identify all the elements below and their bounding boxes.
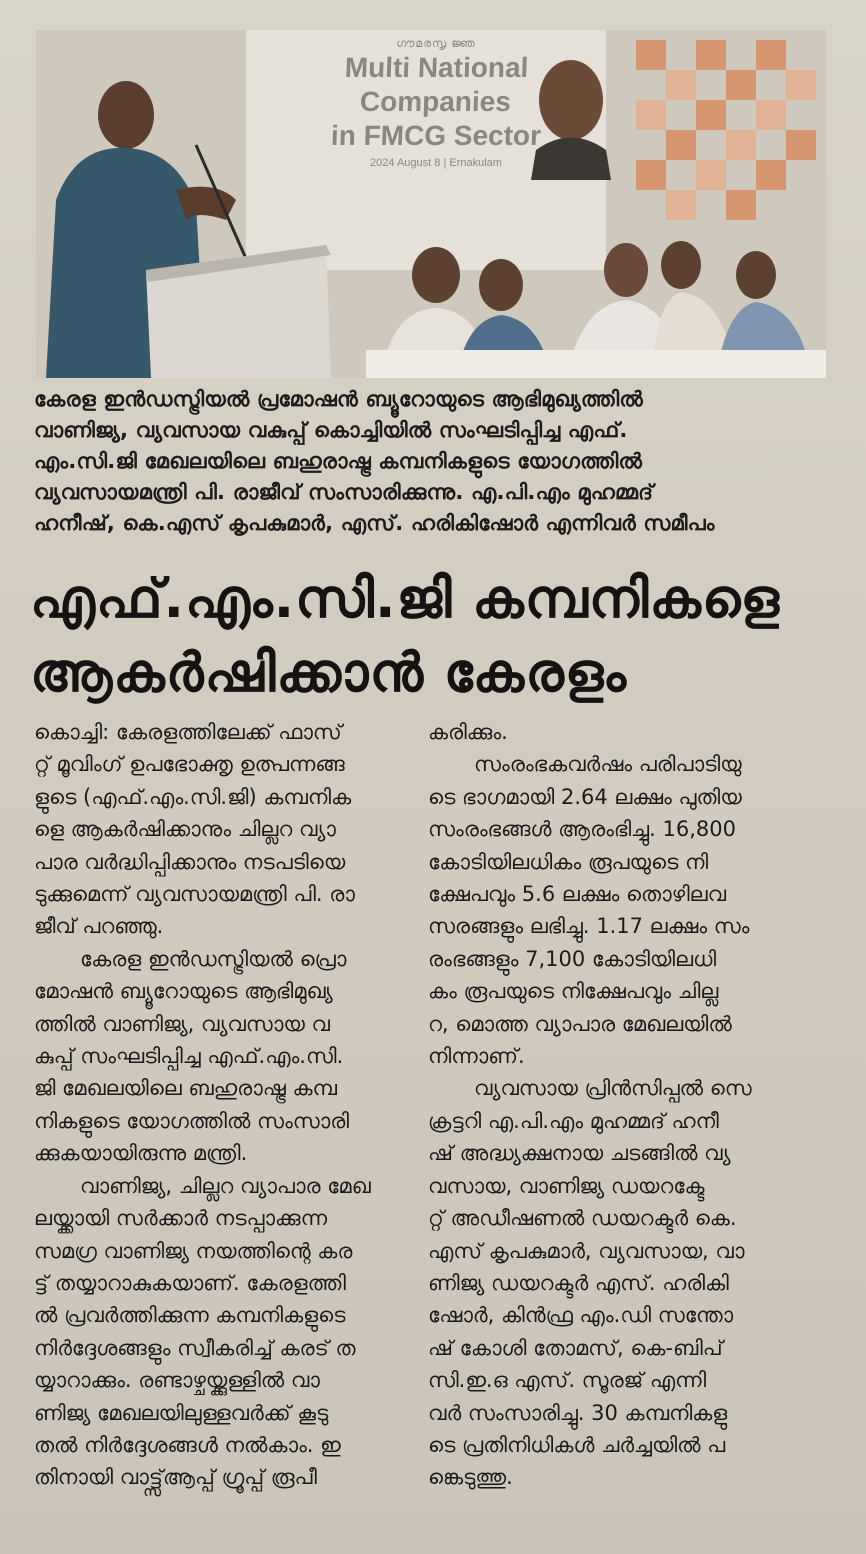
text-line: വാണിജ്യ, ചില്ലറ വ്യാപാര മേഖ: [80, 1173, 371, 1198]
text-line: വസായ, വാണിജ്യ ഡയറക്ടേ: [428, 1173, 705, 1198]
photo-caption: [34, 384, 834, 539]
text-line: സമഗ്ര വാണിജ്യ നയത്തിന്റെ കര: [34, 1238, 353, 1263]
text-line: സംരംഭകവർഷം പരിപാടിയു: [474, 752, 742, 777]
text-line: കരിക്കും.: [428, 720, 508, 744]
text-line: പാര വർദ്ധിപ്പിക്കാനും നടപടിയെ: [34, 849, 346, 874]
text-line: യ്യാറാക്കും. രണ്ടാഴ്ചയ്ക്കുള്ളിൽ വാ: [34, 1368, 320, 1393]
text-line: തൽ നിർദ്ദേശങ്ങൾ നൽകാം. ഇ: [34, 1432, 341, 1457]
caption-line: വാണിജ്യ, വ്യവസായ വകുപ്പ് കൊച്ചിയിൽ സംഘടിപ്പിച്ച എഫ്.: [34, 418, 628, 442]
paragraph: [428, 716, 828, 748]
paragraph: [34, 943, 410, 1170]
text-line: ളെ ആകർഷിക്കാനും ചില്ലറ വ്യാ: [34, 817, 336, 842]
news-photo: [36, 30, 826, 378]
headline-line2: ആകർഷിക്കാൻ കേരളം: [30, 641, 628, 704]
text-line: ഷ് കോശി തോമസ്, കെ-ബിപ്: [428, 1335, 723, 1360]
text-line: റ, മൊത്ത വ്യാപാര മേഖലയിൽ: [428, 1011, 732, 1036]
text-line: ളുടെ (എഫ്.എം.സി.ജി) കമ്പനിക: [34, 784, 352, 809]
text-line: ക്രട്ടറി എ.പി.എം മുഹമ്മദ് ഹനീ: [428, 1108, 719, 1133]
text-line: എസ് കൃപകുമാർ, വ്യവസായ, വാ: [428, 1238, 745, 1263]
event-banner: [286, 38, 586, 169]
banner-small-text: ഗൗമരസൃ ജ്ഞ: [396, 38, 476, 50]
text-line: ണിജ്യ മേഖലയിലുള്ളവർക്ക് കൂടു: [34, 1400, 329, 1425]
text-line: നിർദ്ദേശങ്ങളും സ്വീകരിച്ച് കരട് ത: [34, 1335, 356, 1360]
text-line: വർ സംസാരിച്ചു. 30 കമ്പനികളു: [428, 1400, 728, 1425]
text-line: ക്കുകയായിരുന്നു മന്ത്രി.: [34, 1141, 248, 1166]
text-line: ണിജ്യ ഡയറക്ടർ എസ്. ഹരികി: [428, 1270, 729, 1295]
text-line: കം രൂപയുടെ നിക്ഷേപവും ചില്ല: [428, 979, 719, 1004]
text-line: നികളുടെ യോഗത്തിൽ സംസാരി: [34, 1108, 350, 1133]
text-line: തിനായി വാട്ട്സ്ആപ്പ് ഗ്രൂപ്പ് രൂപീ: [34, 1465, 317, 1490]
paragraph: [428, 748, 828, 1072]
text-line: കേരള ഇൻഡസ്ട്രിയൽ പ്രൊ: [80, 946, 347, 971]
text-line: കോടിയിലധികം രൂപയുടെ നി: [428, 849, 709, 874]
text-line: സംരംഭങ്ങൾ ആരംഭിച്ചു. 16,800: [428, 817, 736, 842]
text-line: മോഷൻ ബ്യൂറോയുടെ ആഭിമുഖ്യ: [34, 979, 333, 1004]
article-column-right: [428, 716, 828, 1494]
text-line: വ്യവസായ പ്രിൻസിപ്പൽ സെ: [474, 1076, 752, 1101]
text-line: ലയ്ക്കായി സർക്കാർ നടപ്പാക്കുന്ന: [34, 1206, 328, 1231]
caption-line: ഹനീഷ്, കെ.എസ് കൃപകുമാർ, എസ്. ഹരികിഷോർ എന്നിവർ സമീപം: [34, 511, 715, 535]
banner-title-line1: Multi National Companies: [344, 52, 529, 117]
text-line: നിന്നാണ്.: [428, 1044, 525, 1069]
text-line: ങ്കെടുത്തു.: [428, 1465, 513, 1490]
text-line: ടെ ഭാഗമായി 2.64 ലക്ഷം പുതിയ: [428, 784, 742, 809]
text-line: ൽ പ്രവർത്തിക്കുന്ന കമ്പനികളുടെ: [34, 1303, 346, 1328]
text-line: ട്ട് തയ്യാറാകുകയാണ്. കേരളത്തി: [34, 1270, 346, 1295]
headline: [30, 562, 830, 710]
text-line: സി.ഇ.ഒ എസ്. സൂരജ് എന്നി: [428, 1368, 707, 1393]
paragraph: [34, 716, 410, 943]
text-line: ടുക്കുമെന്ന് വ്യവസായമന്ത്രി പി. രാ: [34, 882, 355, 907]
text-line: റ്റ് മൂവിംഗ് ഉപഭോക്തൃ ഉത്പന്നങ്ങ: [34, 752, 345, 777]
text-line: കൊച്ചി: കേരളത്തിലേക്ക് ഫാസ്: [34, 720, 342, 744]
paragraph: [428, 1072, 828, 1493]
text-line: ടെ പ്രതിനിധികൾ ചർച്ചയിൽ പ: [428, 1432, 726, 1457]
article-column-left: [34, 716, 410, 1494]
text-line: ഷോർ, കിൻഫ്ര എം.ഡി സന്തോ: [428, 1303, 734, 1328]
text-line: സരങ്ങളും ലഭിച്ചു. 1.17 ലക്ഷം സം: [428, 914, 750, 939]
text-line: ജി മേഖലയിലെ ബഹുരാഷ്ട്ര കമ്പ: [34, 1076, 337, 1101]
banner-date: 2024 August 8 | Ernakulam: [370, 157, 502, 169]
text-line: കുപ്പ് സംഘടിപ്പിച്ച എഫ്.എം.സി.: [34, 1044, 344, 1069]
caption-line: എം.സി.ജി മേഖലയിലെ ബഹുരാഷ്ട്ര കമ്പനികളുടെ യോഗത്തിൽ: [34, 449, 643, 473]
caption-line: വ്യവസായമന്ത്രി പി. രാജീവ് സംസാരിക്കുന്നു. എ.പി.എം മുഹമ്മദ്: [34, 480, 654, 504]
text-line: ഷ് അദ്ധ്യക്ഷനായ ചടങ്ങിൽ വ്യ: [428, 1141, 731, 1166]
banner-title-line2: in FMCG Sector: [330, 120, 542, 151]
text-line: രംഭങ്ങളും 7,100 കോടിയിലധി: [428, 946, 717, 971]
headline-line1: എഫ്.എം.സി.ജി കമ്പനികളെ: [30, 567, 781, 630]
text-line: ത്തിൽ വാണിജ്യ, വ്യവസായ വ: [34, 1011, 330, 1036]
text-line: ജീവ് പറഞ്ഞു.: [34, 914, 164, 939]
paragraph: [34, 1170, 410, 1494]
caption-line: കേരള ഇൻഡസ്ട്രിയൽ പ്രമോഷൻ ബ്യൂറോയുടെ ആഭിമുഖ്യത്തിൽ: [34, 387, 643, 411]
text-line: റ്റ് അഡീഷണൽ ഡയറക്ടർ കെ.: [428, 1206, 737, 1231]
text-line: ക്ഷേപവും 5.6 ലക്ഷം തൊഴിലവ: [428, 882, 727, 907]
